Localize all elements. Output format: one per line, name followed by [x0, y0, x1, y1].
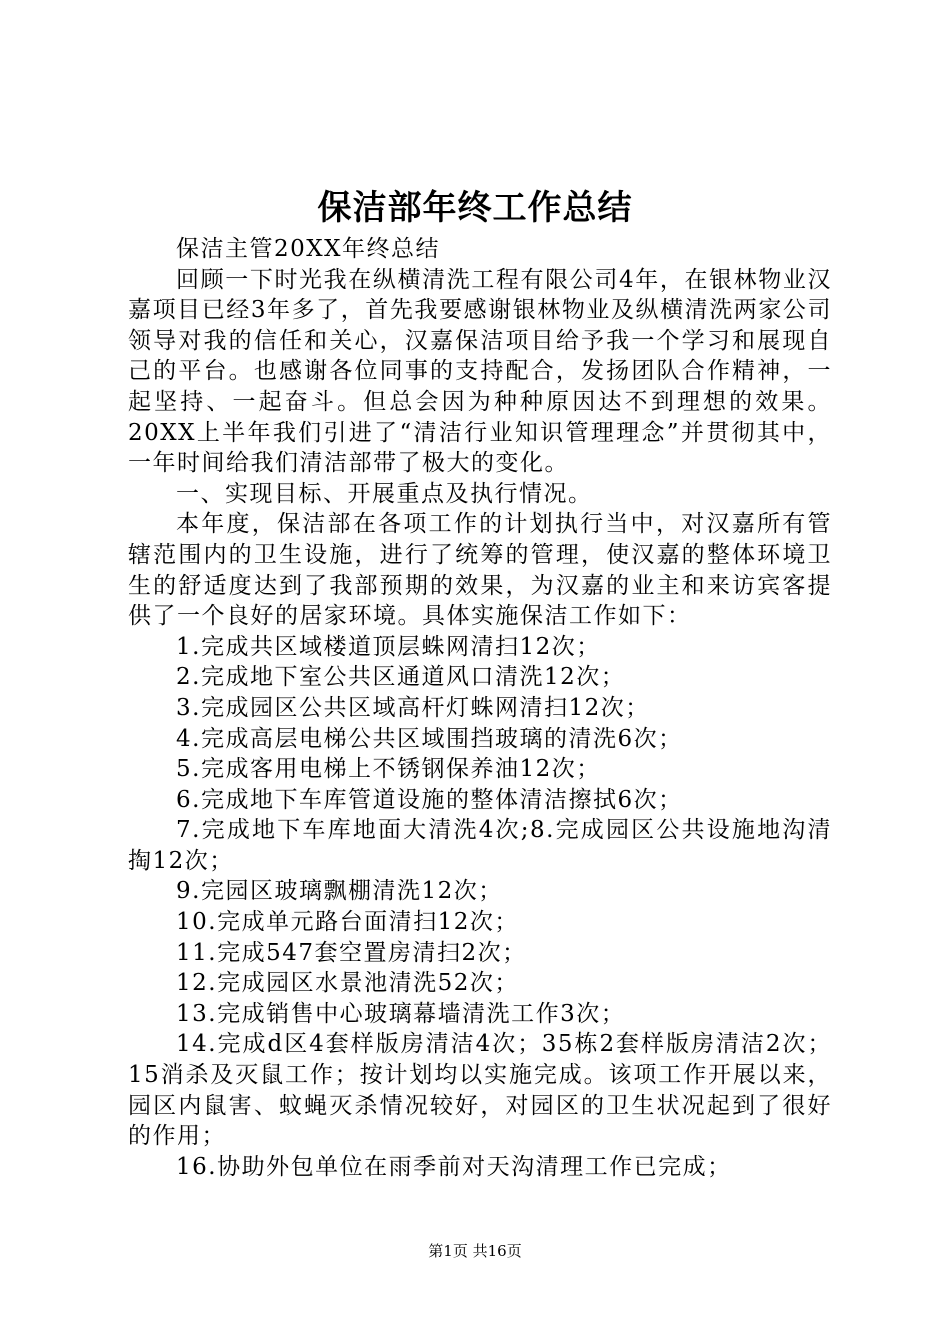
list-item: 13.完成销售中心玻璃幕墙清洗工作3次；: [176, 1000, 626, 1027]
page-footer: 第1页 共16页: [428, 1242, 522, 1260]
paragraph: 回顾一下时光我在纵横清洗工程有限公司4年，在银林物业汉嘉项目已经3年多了，首先我要感谢银林物业及纵横清洗两家公司领导对我的信任和关心，汉嘉保洁项目给予我一个学习和展现自己的平台。也感谢各位同事的支持配合，发扬团队合作精神，一起坚持、一起奋斗。但总会因为种种原因达不到理想的效果。20XX上半年我们引进了“清洁行业知识管理理念”并贯彻其中，一年时间给我们清洁部带了极大的变化。: [128, 266, 832, 477]
list-item: 2.完成地下室公共区通道风口清洗12次；: [176, 664, 626, 691]
list-item: 5.完成客用电梯上不锈钢保养油12次；: [176, 756, 601, 783]
list-item: 3.完成园区公共区域高杆灯蛛网清扫12次；: [176, 694, 650, 721]
paragraph-heading: 保洁主管20XX年终总结: [176, 236, 441, 262]
list-item: 14.完成d区4套样版房清洁4次；35栋2套样版房清洁2次；15消杀及灭鼠工作；按计划均以实施完成。该项工作开展以来，园区内鼠害、蚊蝇灭杀情况较好，对园区的卫生状况起到了很好的作用；: [128, 1031, 832, 1150]
document-body: [128, 234, 832, 1182]
list-item: 11.完成547套空置房清扫2次；: [176, 939, 527, 966]
document-title: 保洁部年终工作总结: [317, 188, 633, 228]
paragraph-section-heading: 一、实现目标、开展重点及执行情况。: [176, 480, 593, 507]
list-item: 6.完成地下车库管道设施的整体清洁擦拭6次；: [176, 786, 683, 813]
list-item: 4.完成高层电梯公共区域围挡玻璃的清洗6次；: [176, 725, 683, 752]
list-item: 10.完成单元路台面清扫12次；: [176, 909, 519, 936]
list-item: 9.完园区玻璃飘棚清洗12次；: [176, 878, 503, 905]
list-item: 16.协助外包单位在雨季前对天沟清理工作已完成；: [176, 1153, 732, 1180]
paragraph: 本年度，保洁部在各项工作的计划执行当中，对汉嘉所有管辖范围内的卫生设施，进行了统筹的管理，使汉嘉的整体环境卫生的舒适度达到了我部预期的效果，为汉嘉的业主和来访宾客提供了一个良好的居家环境。具体实施保洁工作如下：: [128, 511, 832, 630]
list-item: 1.完成共区域楼道顶层蛛网清扫12次；: [176, 633, 601, 660]
list-item: 7.完成地下车库地面大清洗4次;8.完成园区公共设施地沟清掏12次；: [128, 817, 832, 874]
list-item: 12.完成园区水景池清洗52次；: [176, 970, 519, 997]
